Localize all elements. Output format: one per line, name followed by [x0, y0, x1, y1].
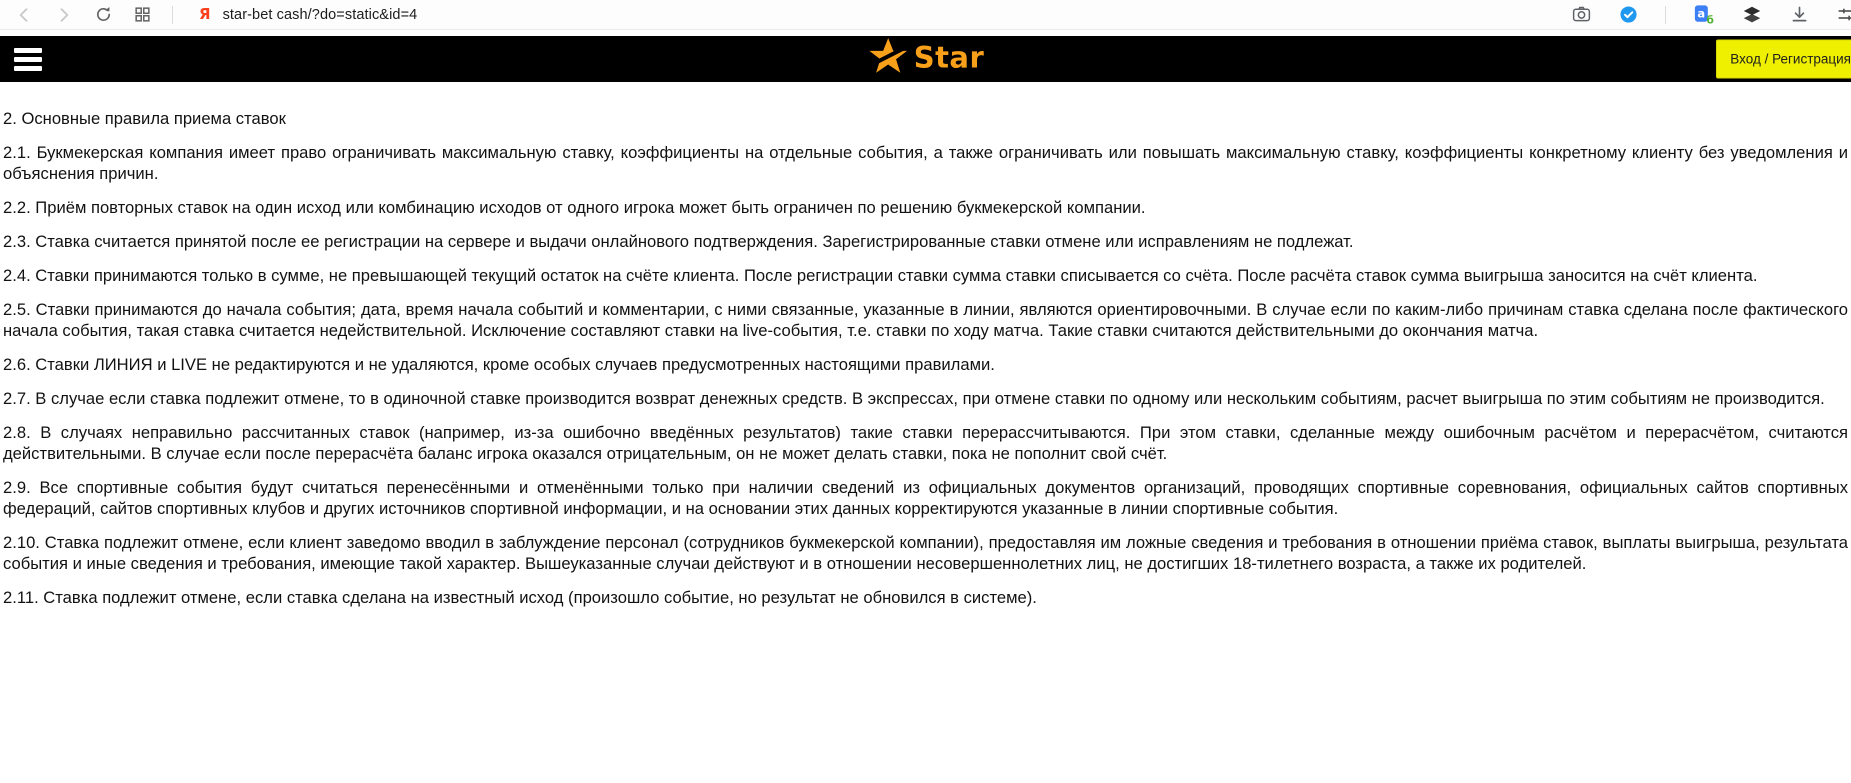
star-icon	[867, 36, 909, 83]
rule-paragraph: 2.9. Все спортивные события будут считаться перенесёнными и отменёнными только при наличии сведений из официальных документов организаций, проводящих спортивные соревнования, официальных сайтов спортивных федераций, сайтов спортивных клубов и других источников спортивной информации, и на основании этих данных корректируются указанные в линии спортивные события.	[3, 478, 1848, 518]
refresh-icon[interactable]	[94, 5, 113, 24]
back-icon[interactable]	[14, 5, 34, 25]
tabs-grid-icon[interactable]	[133, 5, 152, 24]
menu-icon[interactable]	[12, 40, 44, 79]
browser-toolbar	[0, 0, 1851, 30]
rules-content	[0, 82, 1851, 608]
shield-check-icon[interactable]	[1618, 4, 1639, 25]
forward-icon[interactable]	[54, 5, 74, 25]
rule-paragraph: 2.10. Ставка подлежит отмене, если клиент заведомо вводил в заблуждение персонал (сотрудников букмекерской компании), предоставляя им ложные сведения и требования в отношении приёма ставок, выплаты выигрыша, результата события и иные сведения и требования, имеющие такой характер. Вышеуказанные случаи действуют и в отношении несовершеннолетних лиц, не достигших 18-тилетнего возраста, а также их родителей.	[3, 533, 1848, 573]
rule-paragraph: 2.1. Букмекерская компания имеет право ограничивать максимальную ставку, коэффициенты на отдельные события, а также ограничивать или повышать максимальную ставку, коэффициенты конкретному клиенту без уведомления и объяснения причин.	[3, 143, 1848, 183]
rule-paragraph: 2.5. Ставки принимаются до начала события; дата, время начала событий и комментарии, с ними связанные, указанные в линии, являются ориентировочными. В случае если по каким-либо причинам ставка сделана после фактического начала события, такая ставка считается недействительной. Исключение составляют ставки на live-события, т.е. ставки по ходу матча. Такие ставки считаются действительными до окончания матча.	[3, 300, 1848, 340]
toolbar-separator	[1665, 6, 1666, 24]
svg-text:a: a	[1697, 6, 1706, 21]
login-register-button[interactable]: Вход / Регистрация	[1716, 40, 1851, 79]
svg-text:б: б	[1706, 14, 1714, 26]
site-logo[interactable]	[867, 36, 985, 83]
download-icon[interactable]	[1789, 4, 1810, 25]
rule-paragraph: 2.8. В случаях неправильно рассчитанных ставок (например, из-за ошибочно введённых результатов) такие ставки перерассчитываются. При этом ставки, сделанные между ошибочным расчётом и перерасчётом, считаются действительными. В случае если после перерасчёта баланс игрока оказался отрицательным, он не может делать ставки, пока не пополнит свой счёт.	[3, 423, 1848, 463]
rules-list	[3, 142, 1848, 608]
page-title: 2. Основные правила приема ставок	[3, 109, 286, 128]
site-header	[0, 36, 1851, 82]
url-text[interactable]: star-bet cash/?do=static&id=4	[222, 6, 418, 23]
rule-paragraph: 2.4. Ставки принимаются только в сумме, не превышающей текущий остаток на счёте клиента. После регистрации ставки сумма ставки списывается со счёта. После расчёта ставок сумма выигрыша заносится на счёт клиента.	[3, 266, 1758, 285]
rule-paragraph: 2.3. Ставка считается принятой после ее регистрации на сервере и выдачи онлайнового подтверждения. Зарегистрированные ставки отмене или исправлениям не подлежат.	[3, 232, 1354, 251]
rule-paragraph: 2.6. Ставки ЛИНИЯ и LIVE не редактируются и не удаляются, кроме особых случаев предусмотренных настоящими правилами.	[3, 355, 995, 374]
address-bar[interactable]	[199, 7, 1571, 23]
logo-text: Star	[913, 40, 985, 74]
layers-icon[interactable]	[1741, 4, 1763, 26]
translate-icon[interactable]	[1692, 3, 1715, 26]
rule-paragraph: 2.2. Приём повторных ставок на один исход или комбинацию исходов от одного игрока может быть ограничен по решению букмекерской компании.	[3, 198, 1146, 217]
rule-paragraph: 2.11. Ставка подлежит отмене, если ставка сделана на известный исход (произошло событие, но результат не обновился в системе).	[3, 588, 1037, 607]
rule-paragraph: 2.7. В случае если ставка подлежит отмене, то в одиночной ставке производится возврат денежных средств. В экспрессах, при отмене ставки по одному или нескольким событиям, расчет выигрыша по этим событиям не производится.	[3, 389, 1825, 408]
toolbar-separator	[172, 6, 173, 24]
sliders-icon[interactable]	[1836, 4, 1851, 25]
site-favicon-icon: Я	[199, 5, 211, 23]
camera-icon[interactable]	[1571, 4, 1592, 25]
